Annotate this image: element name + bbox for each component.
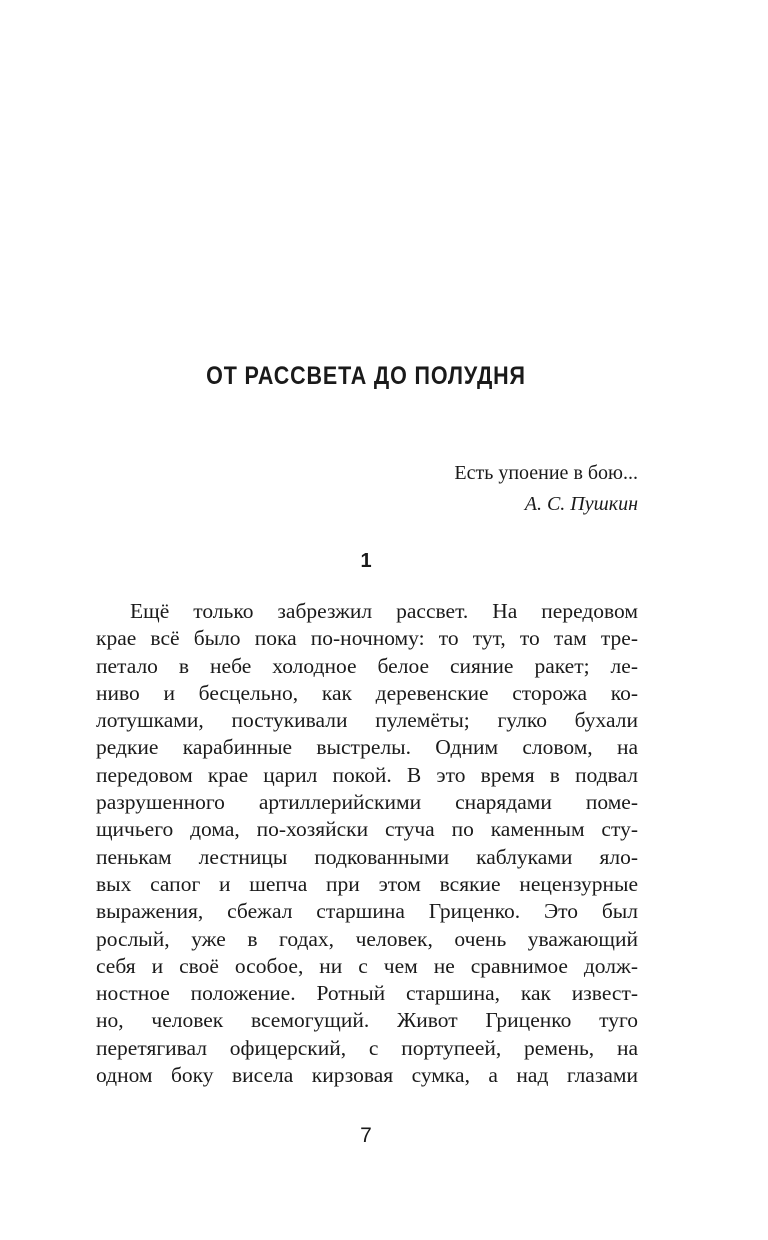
epigraph-author: А. С. Пушкин xyxy=(524,493,638,515)
text-line: рослый, уже в годах, человек, очень уважающий xyxy=(96,926,638,951)
text-line: Ещё только забрезжил рассвет. На передовом xyxy=(130,599,638,623)
text-line: ностное положение. Ротный старшина, как извест- xyxy=(96,981,638,1006)
chapter-title: ОТ РАССВЕТА ДО ПОЛУДНЯ xyxy=(206,362,526,390)
text-line: перетягивал офицерский, с портупеей, ремень, на xyxy=(96,1035,638,1060)
text-line: редкие карабинные выстрелы. Одним словом, на xyxy=(96,735,638,760)
text-line: крае всё было пока по-ночному: то тут, то там тре- xyxy=(96,626,638,651)
text-line: себя и своё особое, ни с чем не сравнимое долж- xyxy=(96,953,638,978)
section-number: 1 xyxy=(360,550,372,572)
text-line: вых сапог и шепча при этом всякие нецензурные xyxy=(96,871,638,896)
body-text xyxy=(96,598,638,1089)
text-line: пенькам лестницы подкованными каблуками яло- xyxy=(96,844,638,869)
text-line: щичьего дома, по-хозяйски стуча по каменным сту- xyxy=(96,817,638,842)
text-line: лотушками, постукивали пулемёты; гулко бухали xyxy=(96,708,638,733)
text-line: ниво и бесцельно, как деревенские сторожа ко- xyxy=(96,680,638,705)
text-line: одном боку висела кирзовая сумка, а над глазами xyxy=(96,1063,638,1088)
text-line: выражения, сбежал старшина Гриценко. Это был xyxy=(96,899,638,924)
text-line: разрушенного артиллерийскими снарядами поме- xyxy=(96,790,638,815)
text-line: петало в небе холодное белое сияние ракет; ле- xyxy=(96,653,638,678)
text-line: передовом крае царил покой. В это время в подвал xyxy=(96,762,638,787)
epigraph-text: Есть упоение в бою... xyxy=(454,462,638,484)
epigraph xyxy=(454,458,638,520)
page-number: 7 xyxy=(360,1124,372,1147)
text-line: но, человек всемогущий. Живот Гриценко туго xyxy=(96,1008,638,1033)
